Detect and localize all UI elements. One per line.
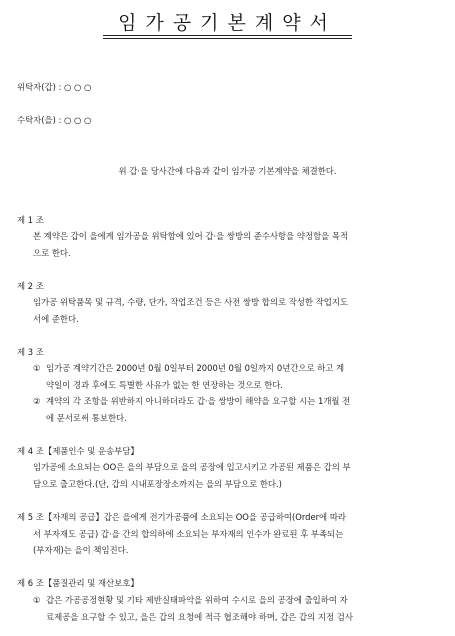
article-1-heading: 제 1 조: [17, 215, 44, 225]
title-underline-top: [103, 35, 352, 36]
article-1-line-1: 본 계약은 갑이 을에게 임가공을 위탁함에 있어 갑·을 쌍방의 준수사항을 약정함을 목적: [33, 231, 349, 241]
article-6-heading: 제 6 조【품질관리 및 재산보호】: [17, 578, 139, 588]
article-4-line-1: 임가공에 소요되는 OO은 을의 부담으로 을의 공장에 입고시키고 가공된 제품은 갑의 부: [33, 462, 351, 472]
article-5-line-1: 서 부자재도 공급) 갑·을 간의 합의하에 소요되는 부자재의 인수가 완료된 후 부족되는: [33, 529, 344, 539]
article-6-item-1-line-1: 갑은 가공공정현황 및 기타 제반실태파악을 위하여 수시로 을의 공장에 출입하여 자: [46, 595, 348, 605]
document-title: 임가공기본계약서: [118, 12, 337, 34]
article-3-item-2-line-1: 계약의 각 조항을 위반하지 아니하더라도 갑·을 쌍방이 해약을 요구할 시는 1개월 전: [46, 396, 351, 406]
article-2-heading: 제 2 조: [17, 281, 44, 291]
article-3-item-1-marker: ①: [33, 363, 41, 373]
article-3-item-1-line-2: 약일이 경과 후에도 특별한 사유가 없는 한 연장하는 것으로 한다.: [46, 380, 283, 390]
article-5-heading: 제 5 조【자재의 공급】갑은 을에게 전기가공품에 소요되는 OO을 공급하여(Order에 따라: [17, 512, 346, 522]
preamble: 위 갑·을 당사간에 다음과 같이 임가공 기본계약을 체결한다.: [118, 166, 337, 176]
article-3-item-2-marker: ②: [33, 396, 41, 406]
article-3-item-2-line-2: 에 문서로써 통보한다.: [46, 413, 127, 423]
article-4-heading: 제 4 조【제품인수 및 운송부담】: [17, 446, 139, 456]
article-2-line-2: 서에 준한다.: [33, 314, 79, 324]
title-underline-bottom: [103, 38, 352, 39]
article-1-line-2: 으로 한다.: [33, 248, 71, 258]
article-5-line-2: (부자재)는 을이 책임진다.: [33, 545, 129, 555]
article-4-line-2: 담으로 출고한다.(단, 갑의 시내포장장소까지는 을의 부담으로 한다.): [33, 479, 282, 489]
article-2-line-1: 임가공 위탁품목 및 규격, 수량, 단가, 작업조건 등은 사전 쌍방 합의로 작성한 작업지도: [33, 297, 348, 307]
article-3-heading: 제 3 조: [17, 347, 44, 357]
article-3-item-1-line-1: 임가공 계약기간은 2000년 0월 0일부터 2000년 0월 0일까지 0년간으로 하고 계: [46, 363, 345, 373]
consignor-line: 위탁자(갑) : ○ ○ ○: [17, 82, 92, 92]
consignee-line: 수탁자(을) : ○ ○ ○: [17, 115, 92, 125]
article-6-item-1-marker: ①: [33, 595, 41, 605]
article-6-item-1-line-2: 료제공을 요구할 수 있고, 을은 갑의 요청에 적극 협조해야 하며, 갑은 갑의 지정 검사: [46, 612, 353, 622]
